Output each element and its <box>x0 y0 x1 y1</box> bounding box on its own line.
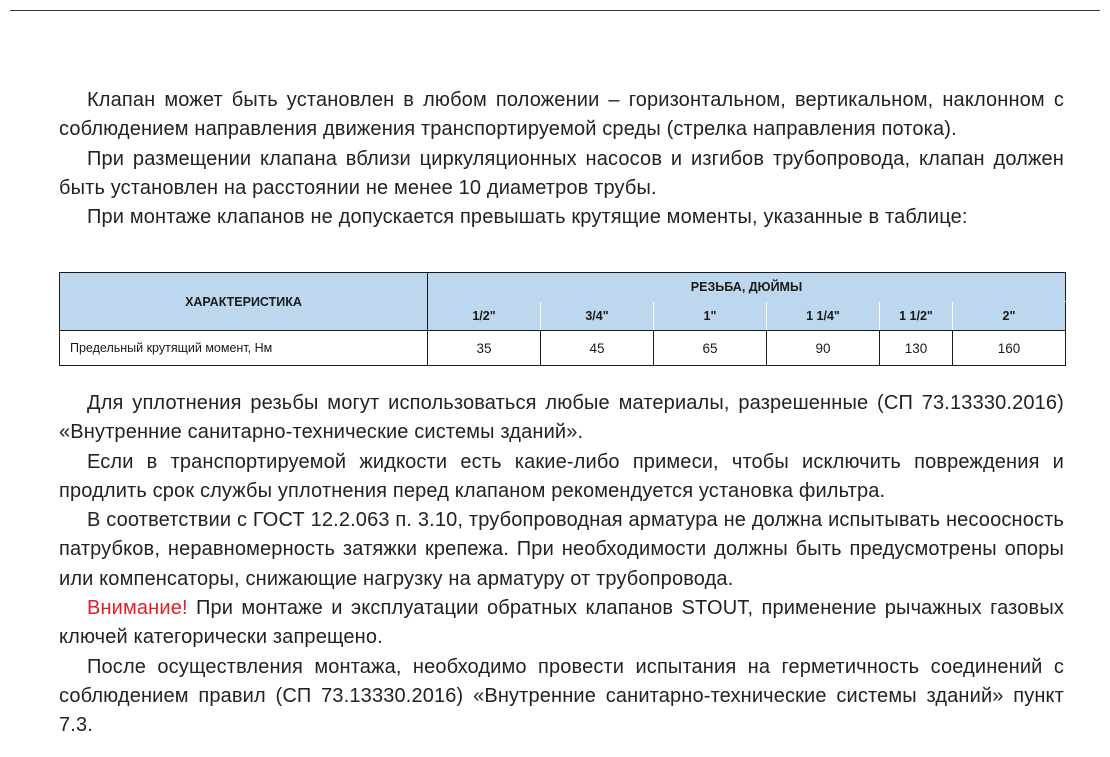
lower-section <box>59 389 1064 741</box>
header-size: 1 1/2" <box>880 302 953 331</box>
paragraph-torque-intro: При монтаже клапанов не допускается превышать крутящие моменты, указанные в таблице: <box>87 206 968 229</box>
header-thread-inches: РЕЗЬБА, ДЮЙМЫ <box>428 273 1066 302</box>
table-cell: 35 <box>428 331 541 366</box>
paragraph-thread-sealing: Для уплотнения резьбы могут использоваться любые материалы, разрешенные (СП 73.13330.2016) «Внутренние санитарно-технические системы зданий». <box>59 392 1064 444</box>
header-size: 1 1/4" <box>767 302 880 331</box>
header-characteristic: ХАРАКТЕРИСТИКА <box>60 273 428 331</box>
table-cell: 130 <box>880 331 953 366</box>
torque-table <box>59 272 1066 366</box>
table-row <box>60 331 1066 366</box>
header-size: 3/4" <box>541 302 654 331</box>
header-size: 2" <box>953 302 1066 331</box>
warning-label: Внимание! <box>87 597 188 620</box>
top-rule <box>10 10 1100 11</box>
table-cell: 90 <box>767 331 880 366</box>
warning-text: При монтаже и эксплуатации обратных клапанов STOUT, применение рычажных газовых ключей категорически запрещено. <box>59 597 1064 649</box>
paragraph-pump-distance: При размещении клапана вблизи циркуляционных насосов и изгибов трубопровода, клапан должен быть установлен на расстоянии не менее 10 диаметров трубы. <box>59 147 1064 199</box>
paragraph-testing: После осуществления монтажа, необходимо провести испытания на герметичность соединений с соблюдением правил (СП 73.13330.2016) «Внутренние санитарно-технические системы зданий» пункт 7.3. <box>59 655 1064 737</box>
row-label-torque: Предельный крутящий момент, Нм <box>60 331 428 366</box>
table-cell: 160 <box>953 331 1066 366</box>
header-size: 1" <box>654 302 767 331</box>
table-cell: 45 <box>541 331 654 366</box>
paragraph-gost: В соответствии с ГОСТ 12.2.063 п. 3.10, трубопроводная арматура не должна испытывать несоосность патрубков, неравномерность затяжки крепежа. При необходимости должны быть предусмотрены опоры или компенсаторы, снижающие нагрузку на арматуру от трубопровода. <box>59 509 1064 590</box>
paragraph-warning <box>59 594 1064 653</box>
header-size: 1/2" <box>428 302 541 331</box>
table-cell: 65 <box>654 331 767 366</box>
intro-section <box>59 86 1064 232</box>
paragraph-filter: Если в транспортируемой жидкости есть какие-либо примеси, чтобы исключить повреждения и продлить срок службы уплотнения перед клапаном рекомендуется установка фильтра. <box>59 450 1064 502</box>
paragraph-valve-position: Клапан может быть установлен в любом положении – горизонтальном, вертикальном, наклонном с соблюдением направления движения транспортируемой среды (стрелка направления потока). <box>59 89 1064 141</box>
